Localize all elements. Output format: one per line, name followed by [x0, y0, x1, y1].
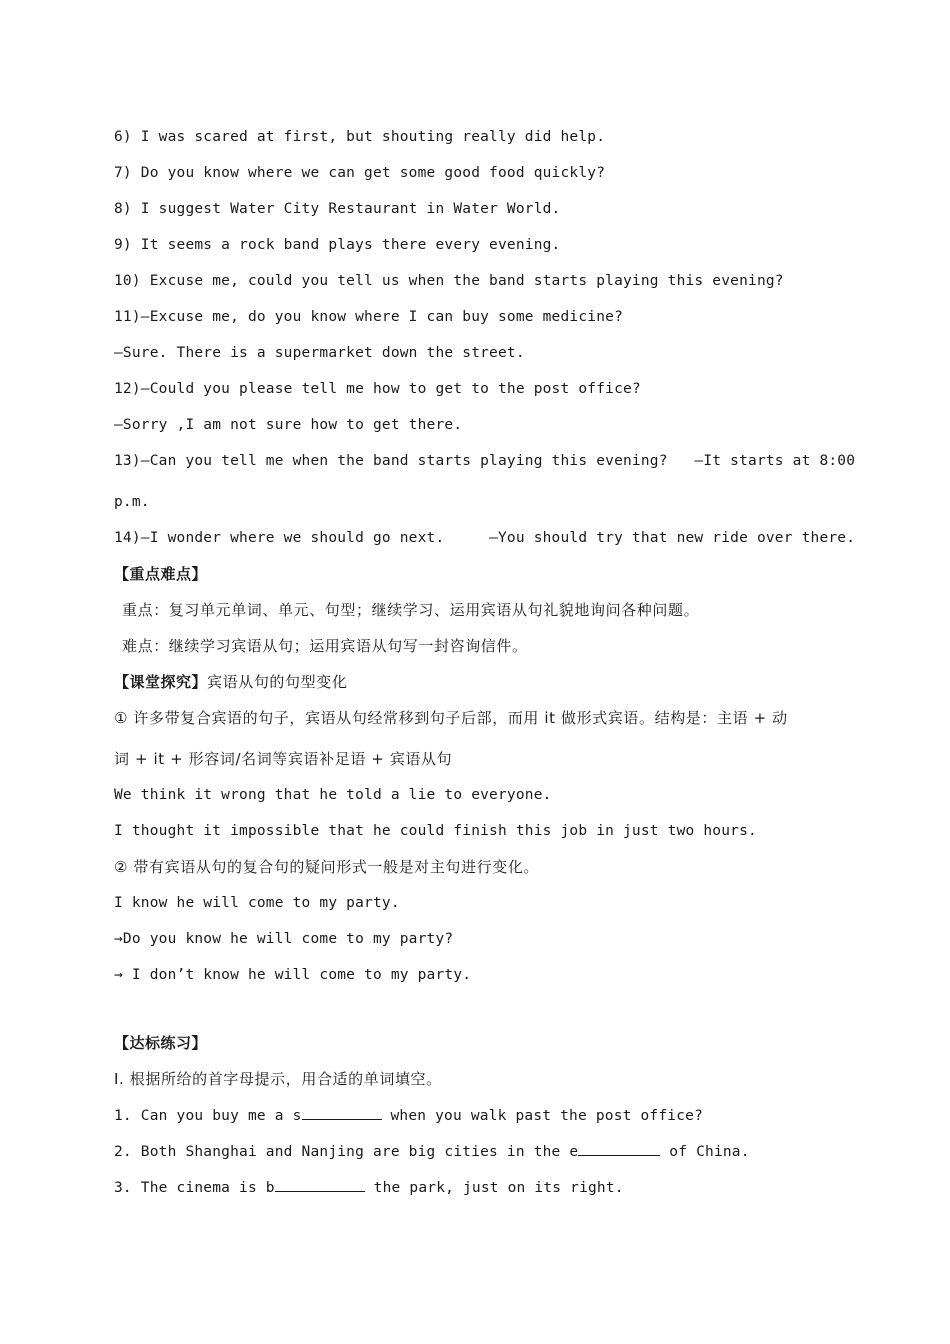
sentence-9: 9) It seems a rock band plays there every evening.	[114, 237, 561, 253]
exploration-rule2: ② 带有宾语从句的复合句的疑问形式一般是对主句进行变化。	[114, 858, 540, 876]
key-points-heading: 【重点难点】	[114, 565, 208, 583]
sentence-6: 6) I was scared at first, but shouting really did help.	[114, 129, 606, 145]
sentence-11-answer: —Sure. There is a supermarket down the street.	[114, 345, 525, 361]
answer-blank-1[interactable]	[302, 1105, 382, 1120]
practice-question-2: 2. Both Shanghai and Nanjing are big cities in the e of China.	[114, 1141, 750, 1162]
exploration-example-3: I know he will come to my party.	[114, 895, 400, 911]
sentence-13-line1: 13)—Can you tell me when the band starts playing this evening? —It starts at 8:00	[114, 453, 856, 469]
exploration-heading-line	[114, 672, 347, 693]
exploration-example-5: → I don’t know he will come to my party.	[114, 967, 472, 983]
exploration-example-2: I thought it impossible that he could finish this job in just two hours.	[114, 823, 757, 839]
sentence-11-question: 11)—Excuse me, do you know where I can buy some medicine?	[114, 309, 623, 325]
exploration-example-4: →Do you know he will come to my party?	[114, 931, 454, 947]
sentence-14: 14)—I wonder where we should go next. —You should try that new ride over there.	[114, 530, 856, 546]
key-points-focus: 重点：复习单元单词、单元、句型；继续学习、运用宾语从句礼貌地询问各种问题。	[122, 601, 700, 619]
exploration-heading: 【课堂探究】	[114, 673, 208, 691]
exploration-heading-suffix: 宾语从句的句型变化	[207, 673, 348, 691]
answer-blank-2[interactable]	[578, 1141, 660, 1156]
sentence-10: 10) Excuse me, could you tell us when the band starts playing this evening?	[114, 273, 784, 289]
sentence-12-answer: —Sorry ,I am not sure how to get there.	[114, 417, 463, 433]
sentence-7: 7) Do you know where we can get some good food quickly?	[114, 165, 606, 181]
practice-question-1: 1. Can you buy me a s when you walk past the post office?	[114, 1105, 703, 1126]
practice-instruction: I. 根据所给的首字母提示，用合适的单词填空。	[114, 1070, 442, 1088]
exploration-rule1-line1: ① 许多带复合宾语的句子，宾语从句经常移到句子后部，而用 it 做形式宾语。结构是：主语 + 动	[114, 709, 788, 727]
practice-heading: 【达标练习】	[114, 1034, 208, 1052]
sentence-8: 8) I suggest Water City Restaurant in Water World.	[114, 201, 561, 217]
exploration-rule1-line2: 词 + it + 形容词/名词等宾语补足语 + 宾语从句	[114, 750, 453, 768]
practice-question-3: 3. The cinema is b the park, just on its right.	[114, 1177, 624, 1198]
key-points-difficulty: 难点：继续学习宾语从句；运用宾语从句写一封咨询信件。	[122, 637, 528, 655]
sentence-13-line2: p.m.	[114, 494, 150, 510]
answer-blank-3[interactable]	[275, 1177, 365, 1192]
exploration-example-1: We think it wrong that he told a lie to everyone.	[114, 787, 552, 803]
sentence-12-question: 12)—Could you please tell me how to get to the post office?	[114, 381, 641, 397]
